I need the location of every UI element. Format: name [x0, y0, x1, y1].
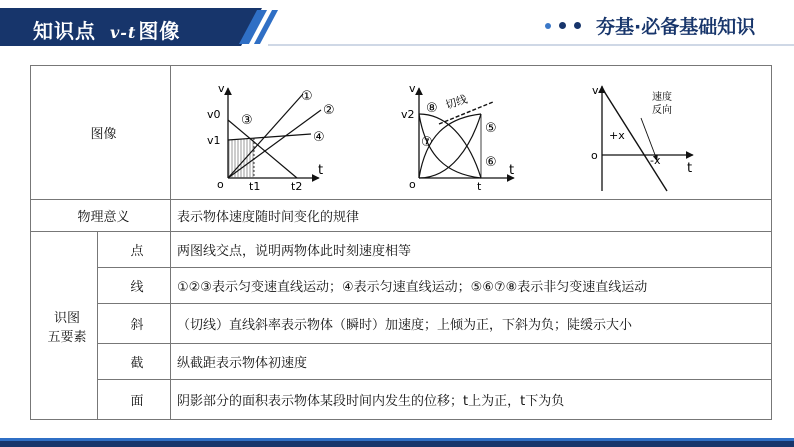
header-vt-symbol: v-t: [110, 23, 137, 42]
vt-graphs-figure: [171, 66, 771, 199]
group-label-line1: 识图: [54, 310, 81, 326]
vt-graph-table: [30, 65, 772, 420]
graph-nonuniform-motion: [401, 82, 514, 193]
velocity-note-line1: 速度: [652, 92, 672, 103]
curve-6-label: ⑥: [485, 155, 497, 170]
dot-icon: [559, 22, 566, 29]
t-label: t: [477, 180, 482, 193]
curve-5-label: ⑤: [485, 121, 497, 136]
header-title: [33, 15, 180, 44]
curve-8-label: ⑧: [426, 101, 438, 116]
velocity-note-line2: 反向: [652, 105, 672, 116]
t1-label: t1: [249, 180, 261, 193]
element-text-slope: （切线）直线斜率表示物体（瞬时）加速度；上倾为正，下斜为负；陡缓示大小: [171, 304, 772, 344]
shaded-area: [228, 138, 254, 178]
group-label-line2: 五要素: [47, 329, 87, 345]
line-1: [228, 94, 303, 178]
graph-velocity-reversal: [591, 84, 693, 191]
header-label: 知识点: [33, 19, 96, 43]
t-axis-label: t: [509, 163, 515, 178]
origin-label: o: [591, 149, 598, 162]
origin-label: o: [409, 178, 416, 191]
minus-x-label: -x: [650, 154, 661, 167]
curve-7-label: ⑦: [421, 135, 433, 150]
element-key-area: 面: [98, 380, 171, 420]
row-meaning-text: 表示物体速度随时间变化的规律: [171, 200, 772, 232]
tangent-label: 切线: [443, 92, 469, 112]
element-text-area: 阴影部分的面积表示物体某段时间内发生的位移；t上为正，t下为负: [171, 380, 772, 420]
dot-icon: [574, 22, 581, 29]
v1-label: v1: [207, 134, 221, 147]
t-label: t: [318, 163, 324, 178]
element-text-intercept: 纵截距表示物体初速度: [171, 344, 772, 380]
line-4-label: ④: [313, 130, 325, 145]
section-title: 夯基·必备基础知识: [596, 16, 756, 38]
slide-header: [0, 0, 794, 52]
t-label: t: [687, 161, 693, 176]
header-divider: [268, 44, 794, 46]
v-label: v: [409, 82, 416, 95]
v-label: v: [218, 82, 225, 95]
element-key-line: 线: [98, 268, 171, 304]
plus-x-label: +x: [609, 129, 625, 142]
footer-bar: [0, 441, 794, 447]
element-key-slope: 斜: [98, 304, 171, 344]
graph-uniform-motion: [207, 82, 335, 193]
origin-label: o: [217, 178, 224, 191]
element-text-point: 两图线交点，说明两物体此时刻速度相等: [171, 232, 772, 268]
graphs-cell: [171, 66, 772, 200]
line-1-label: ①: [301, 89, 313, 104]
element-text-line: ①②③表示匀变速直线运动；④表示匀速直线运动；⑤⑥⑦⑧表示非匀变速直线运动: [171, 268, 772, 304]
dot-icon: [545, 23, 551, 29]
row-meaning-label: 物理意义: [31, 200, 171, 232]
line-2-label: ②: [323, 103, 335, 118]
line-3-label: ③: [241, 113, 253, 128]
v-label: v: [592, 84, 599, 97]
five-elements-group-label: [31, 232, 98, 420]
t2-label: t2: [291, 180, 303, 193]
element-key-intercept: 截: [98, 344, 171, 380]
v2-label: v2: [401, 108, 415, 121]
row-image-label: 图像: [31, 66, 171, 200]
element-key-point: 点: [98, 232, 171, 268]
header-topic: 图像: [138, 19, 181, 43]
v0-label: v0: [207, 108, 221, 121]
line-4: [228, 134, 311, 140]
